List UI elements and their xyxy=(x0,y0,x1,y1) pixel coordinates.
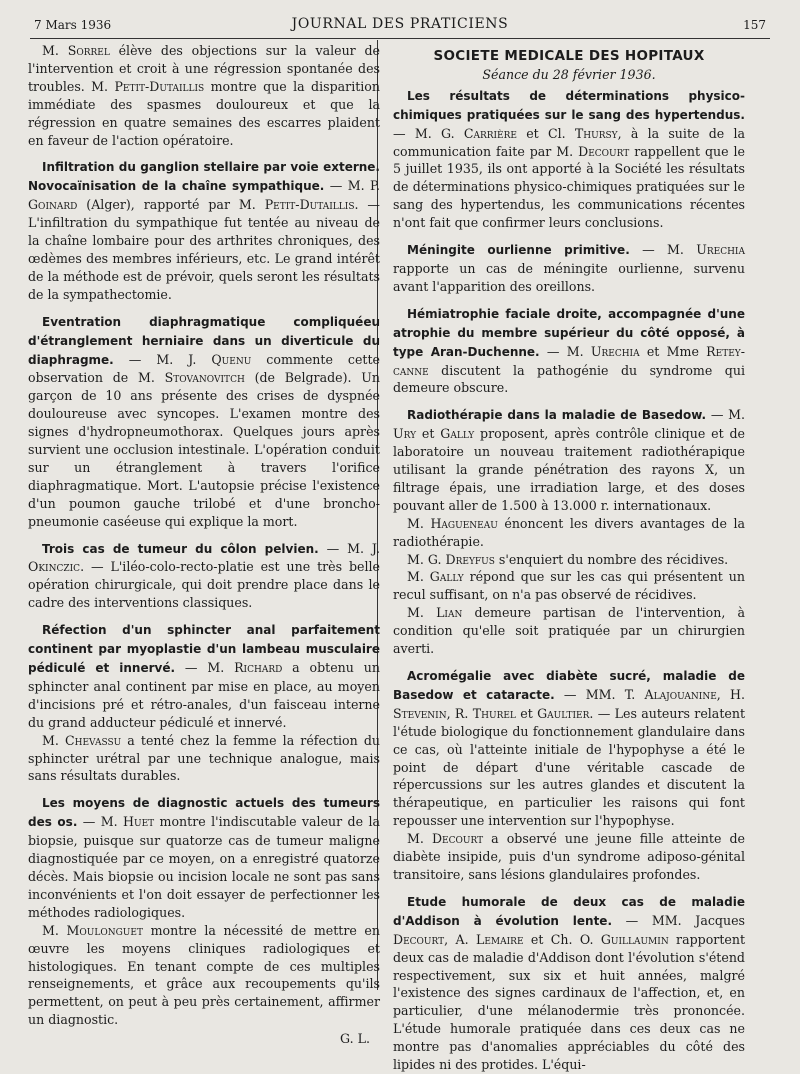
article-hypertension-blood: Les résultats de déterminations physico-chimiques pratiquées sur le sang des hypertendus. — M. G. Carrière et Cl. Thursy, à la suite de la communication faite par M. Decourt rappellent que le 5 juillet 1935, ils ont apporté à la Société les résultats de déterminations physico-chimiques pratiquées sur le sang des hypertendus, les communications récentes n'ont fait que confirmer leurs conclusions. xyxy=(393,88,746,231)
article-title: Radiothérapie dans la maladie de Basedow. xyxy=(407,408,707,423)
paragraph: M. G. Dreyfus s'enquiert du nombre des récidives. xyxy=(407,551,729,567)
article-sphincter: Réfection d'un sphincter anal parfaitement continent par myoplastie d'un lambeau musculaire pédiculé et innervé. — M. Richard a obtenu un sphincter anal continent par mise en place, au moyen d'incisions pré et rétro-anales, d'un faisceau interne du grand adducteur pédiculé et innervé. xyxy=(28,623,380,730)
article-hemiatrophy: Hémiatrophie faciale droite, accompagnée d'une atrophie du membre supérieur du côté opposé, à type Aran-Duchenne. — M. Urechia et Mme Retey-canne discutent la pathogénie du syndrome qui demeure obscure. xyxy=(393,306,745,396)
article-title: Eventration diaphragmatique compliquéeu d'étranglement herniaire dans un diverticule du diaphragme. xyxy=(28,314,380,367)
page-header xyxy=(30,12,770,39)
paragraph: M. Hagueneau énoncent les divers avantages de la radiothérapie. xyxy=(393,515,745,549)
article-radiotherapy: Radiothérapie dans la maladie de Basedow. — M. Ury et Gally proposent, après contrôle clinique et de laboratoire un nouveau traitement radiothérapique utilisant la grande pénétration des rayons X, un filtrage épais, une irradiation large, et des doses pouvant aller de 1.500 à 13.000 r. internationaux. xyxy=(393,407,746,513)
article-addison: Etude humorale de deux cas de maladie d'Addison à évolution lente. — MM. Jacques Decourt, A. Lemaire et Ch. O. Guillaumin rapportent deux cas de maladie d'Addison dont l'évolution s'étend respectivement, sux six et huit années, malgré l'existence des signes cardinaux de l'affection, et, en particulier, d'une mélanodermie très prononcée. L'étude humorale pratiquée dans ces deux cas ne montre pas d'anomalies appréciables du côté des lipides ni des protides. L'équi- xyxy=(393,894,745,1073)
article-acromegaly: Acromégalie avec diabète sucré, maladie de Basedow et cataracte. — MM. T. Alajouanine, H. Stevenin, R. Thurel et Gaultier. — Les auteurs relatent l'étude biologique du fonctionnement glandulaire dans ce cas, où l'atteinte initiale de l'hypophyse a été le point de départ d'une véritable cascade de répercussions sur les autres glandes et discutent la thérapeutique, en particulier les raisons qui font repousser une intervention sur l'hypophyse. xyxy=(393,669,746,829)
page-number: 157 xyxy=(743,18,766,32)
paragraph: M. Lian demeure partisan de l'intervention, à condition qu'elle soit pratiquée par un chirurgien averti. xyxy=(393,605,746,657)
article-title: Etude humorale de deux cas de maladie d'Addison à évolution lente. xyxy=(393,894,745,928)
article-title: Réfection d'un sphincter anal parfaitement continent par myoplastie d'un lambeau musculaire pédiculé et innervé. xyxy=(28,623,380,675)
article-colon-tumour: Trois cas de tumeur du côlon pelvien. — M. J. Okinczic. — L'iléo-colo-recto-platie est une très belle opération chirurgicale, qui doit prendre place dans le cadre des interventions classiques. xyxy=(28,540,380,611)
paragraph-continuation: M. Sorrel élève des objections sur la valeur de l'intervention et croit à une régression spontanée des troubles. M. Petit-Dutaillis montre que la disparition immédiate des spasmes douloureux et que la régression en quatre semaines des escarres plaident en faveur de l'action opératoire. xyxy=(28,43,381,148)
article-title: Hémiatrophie faciale droite, accompagnée d'une atrophie du membre supérieur du côté opposé, à type Aran-Duchenne. xyxy=(393,306,745,359)
article-meningitis: Méningite ourlienne primitive. — M. Urechia rapporte un cas de méningite ourlienne, survenu avant l'apparition des oreillons. xyxy=(393,242,745,294)
article-title: Trois cas de tumeur du côlon pelvien. xyxy=(42,541,319,556)
paragraph: M. Gally répond que sur les cas qui présentent un recul suffisant, on n'a pas observé de récidives. xyxy=(393,569,745,603)
left-column xyxy=(28,42,380,1048)
article-stellate-ganglion: Infiltration du ganglion stellaire par voie externe. Novocaïnisation de la chaîne sympathique. — M. P. Goinard (Alger), rapporté par M. Petit-Dutaillis. — L'infiltration du sympathique fut tentée au niveau de la chaîne lombaire pour des arthrites chroniques, des œdèmes des membres inférieurs, etc. Le grand intérêt de la méthode est de prévoir, quels seront les résultats de la sympathectomie. xyxy=(28,160,380,302)
issue-date: 7 Mars 1936 xyxy=(34,18,112,32)
article-title: Méningite ourlienne primitive. xyxy=(407,243,630,258)
article-bone-tumours: Les moyens de diagnostic actuels des tumeurs des os. — M. Huet montre l'indiscutable valeur de la biopsie, puisque sur quatorze cas de tumeur maligne diagnostiquée par ce moyen, on a enregistré quatorze décès. Mais biopsie ou incision locale ne sont pas sans inconvénients et l'on doit essayer de perfectionner les méthodes radiologiques. xyxy=(28,796,380,920)
session-date: Séance du 28 février 1936. xyxy=(482,66,656,82)
author-signature: G. L. xyxy=(340,1031,370,1047)
article-title: Acromégalie avec diabète sucré, maladie de Basedow et cataracte. xyxy=(393,669,745,702)
article-title: Infiltration du ganglion stellaire par voie externe. Novocaïnisation de la chaîne sympathique. xyxy=(28,160,380,194)
article-title: Les moyens de diagnostic actuels des tumeurs des os. xyxy=(28,796,380,830)
right-column xyxy=(393,42,745,1074)
article-title: Les résultats de déterminations physico-chimiques pratiquées sur le sang des hypertendus. xyxy=(393,88,745,122)
journal-title: JOURNAL DES PRATICIENS xyxy=(291,16,509,32)
section-title: SOCIETE MEDICALE DES HOPITAUX xyxy=(433,48,705,64)
paragraph: M. Decourt a observé une jeune fille atteinte de diabète insipide, puis d'un syndrome adiposo-génital transitoire, sans lésions glandulaires profondes. xyxy=(393,831,745,882)
paragraph: M. Moulonguet montre la nécessité de mettre en œuvre les moyens cliniques radiologiques et histologiques. En tenant compte de ces multiples renseignements, et grâce aux recoupements qu'ils permettent, on peut à peu près certainement, affirmer un diagnostic. xyxy=(28,922,380,1028)
article-eventration: Eventration diaphragmatique compliquéeu d'étranglement herniaire dans un diverticule du diaphragme. — M. J. Quenu commente cette observation de M. Stovanovitch (de Belgrade). Un garçon de 10 ans présente des crises de dyspnée douloureuse avec syncopes. L'examen montre des signes d'hydropneumothorax. Quelques jours après survient une occlusion intestinale. L'opération conduit sur un étranglement à travers l'orifice diaphragmatique. Mort. L'autopsie précise l'existence d'un poumon gauche trilobé et d'une broncho-pneumonie caséeuse qui explique la mort. xyxy=(28,314,380,529)
paragraph: M. Chevassu a tenté chez la femme la réfection du sphincter urétral par une technique analogue, mais sans résultats durables. xyxy=(28,732,380,784)
